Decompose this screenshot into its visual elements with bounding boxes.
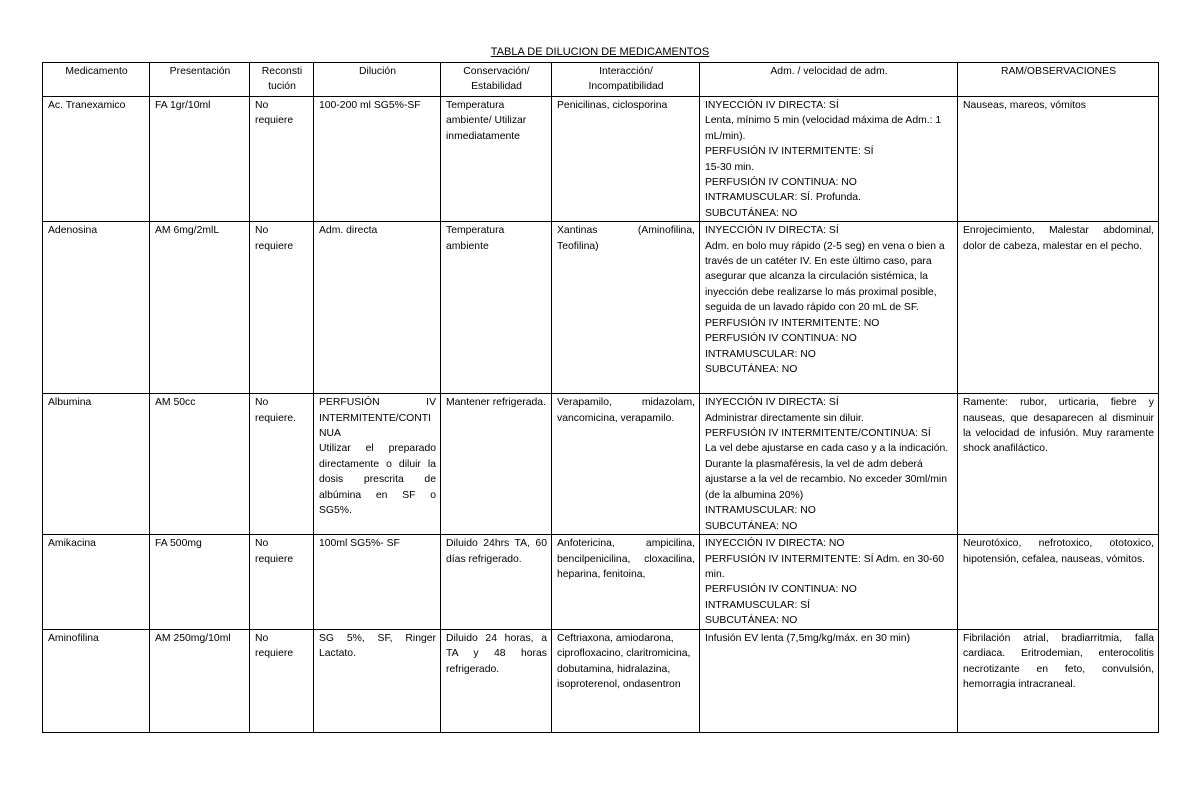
cell-interaccion: Penicilinas, ciclosporina (552, 97, 700, 222)
cell-adm: INYECCIÓN IV DIRECTA: SÍ Adm. en bolo muy rápido (2-5 seg) en vena o bien a través de un catéter IV. En este último caso, para asegurar que alcanza la circulación sistémica, la inyección debe realizarse lo más proximal posible, seguida de un lavado rápido con 20 mL de SF. PERFUSIÓN IV INTERMITENTE: NO PERFUSIÓN IV CONTINUA: NO INTRAMUSCULAR: NO SUBCUTÁNEA: NO (700, 222, 958, 394)
header-row (43, 63, 1159, 97)
cell-adm: INYECCIÓN IV DIRECTA: NO PERFUSIÓN IV INTERMITENTE: SÍ Adm. en 30-60 min. PERFUSIÓN IV CONTINUA: NO INTRAMUSCULAR: SÍ SUBCUTÁNEA: NO (700, 535, 958, 629)
cell-dilucion: 100-200 ml SG5%-SF (314, 97, 441, 222)
header-interaccion: Interacción/ Incompatibilidad (552, 63, 700, 97)
cell-dilucion: SG 5%, SF, Ringer Lactato. (314, 629, 441, 732)
table-row (43, 535, 1159, 629)
cell-adm: INYECCIÓN IV DIRECTA: SÍ Lenta, mínimo 5 min (velocidad máxima de Adm.: 1 mL/min). PERFUSIÓN IV INTERMITENTE: SÍ 15-30 min. PERFUSIÓN IV CONTINUA: NO INTRAMUSCULAR: SÍ. Profunda. SUBCUTÁNEA: NO (700, 97, 958, 222)
cell-adm: INYECCIÓN IV DIRECTA: SÍ Administrar directamente sin diluir. PERFUSIÓN IV INTERMITENTE/CONTINUA: SÍ La vel debe ajustarse en cada caso y a la indicación. Durante la plasmaféresis, la vel de adm deberá ajustarse a la vel de recambio. No exceder 30ml/min (de la albumina 20%) INTRAMUSCULAR: NO SUBCUTÁNEA: NO (700, 394, 958, 535)
header-ram: RAM/OBSERVACIONES (958, 63, 1159, 97)
cell-interaccion: Verapamilo, midazolam, vancomicina, verapamilo. (552, 394, 700, 535)
table-row (43, 394, 1159, 535)
header-adm: Adm. / velocidad de adm. (700, 63, 958, 97)
cell-conservacion: Temperatura ambiente/ Utilizar inmediatamente (441, 97, 552, 222)
cell-adm: Infusión EV lenta (7,5mg/kg/máx. en 30 min) (700, 629, 958, 732)
cell-reconstitucion: No requiere (250, 222, 314, 394)
table-row (43, 222, 1159, 394)
cell-reconstitucion: No requiere (250, 97, 314, 222)
table-row (43, 629, 1159, 732)
cell-presentacion: AM 250mg/10ml (150, 629, 250, 732)
page-title: TABLA DE DILUCION DE MEDICAMENTOS (490, 46, 710, 58)
cell-presentacion: AM 50cc (150, 394, 250, 535)
cell-medicamento: Ac. Tranexamico (43, 97, 150, 222)
cell-medicamento: Amikacina (43, 535, 150, 629)
cell-dilucion: 100ml SG5%- SF (314, 535, 441, 629)
cell-ram: Ramente: rubor, urticaria, fiebre y nauseas, que desaparecen al disminuir la velocidad de infusión. Muy raramente shock anafiláctico. (958, 394, 1159, 535)
cell-medicamento: Adenosina (43, 222, 150, 394)
cell-conservacion: Diluido 24 horas, a TA y 48 horas refrigerado. (441, 629, 552, 732)
header-medicamento: Medicamento (43, 63, 150, 97)
cell-conservacion: Diluido 24hrs TA, 60 días refrigerado. (441, 535, 552, 629)
header-reconstitucion: Reconsti tución (250, 63, 314, 97)
cell-ram: Nauseas, mareos, vómitos (958, 97, 1159, 222)
table-row (43, 97, 1159, 222)
cell-ram: Enrojecimiento, Malestar abdominal, dolor de cabeza, malestar en el pecho. (958, 222, 1159, 394)
cell-medicamento: Albumina (43, 394, 150, 535)
cell-reconstitucion: No requiere. (250, 394, 314, 535)
cell-interaccion: Xantinas (Aminofilina, Teofilina) (552, 222, 700, 394)
cell-conservacion: Mantener refrigerada. (441, 394, 552, 535)
cell-medicamento: Aminofilina (43, 629, 150, 732)
cell-interaccion: Ceftriaxona, amiodarona, ciprofloxacino, claritromicina, dobutamina, hidralazina, isoproterenol, ondasentron (552, 629, 700, 732)
cell-presentacion: AM 6mg/2mlL (150, 222, 250, 394)
cell-presentacion: FA 500mg (150, 535, 250, 629)
header-conservacion: Conservación/ Estabilidad (441, 63, 552, 97)
cell-conservacion: Temperatura ambiente (441, 222, 552, 394)
header-dilucion: Dilución (314, 63, 441, 97)
cell-presentacion: FA 1gr/10ml (150, 97, 250, 222)
cell-dilucion: PERFUSIÓN IV INTERMITENTE/CONTINUA Utilizar el preparado directamente o diluir la dosis prescrita de albúmina en SF o SG5%. (314, 394, 441, 535)
header-presentacion: Presentación (150, 63, 250, 97)
medication-dilution-table (42, 62, 1159, 733)
cell-ram: Neurotóxico, nefrotoxico, ototoxico, hipotensión, cefalea, nauseas, vómitos. (958, 535, 1159, 629)
cell-dilucion: Adm. directa (314, 222, 441, 394)
cell-ram: Fibrilación atrial, bradiarritmia, falla cardiaca. Eritrodemian, enterocolitis necrotizante en feto, convulsión, hemorragia intracraneal. (958, 629, 1159, 732)
cell-reconstitucion: No requiere (250, 535, 314, 629)
cell-reconstitucion: No requiere (250, 629, 314, 732)
cell-interaccion: Anfotericina, ampicilina, bencilpenicilina, cloxacilina, heparina, fenitoina, (552, 535, 700, 629)
